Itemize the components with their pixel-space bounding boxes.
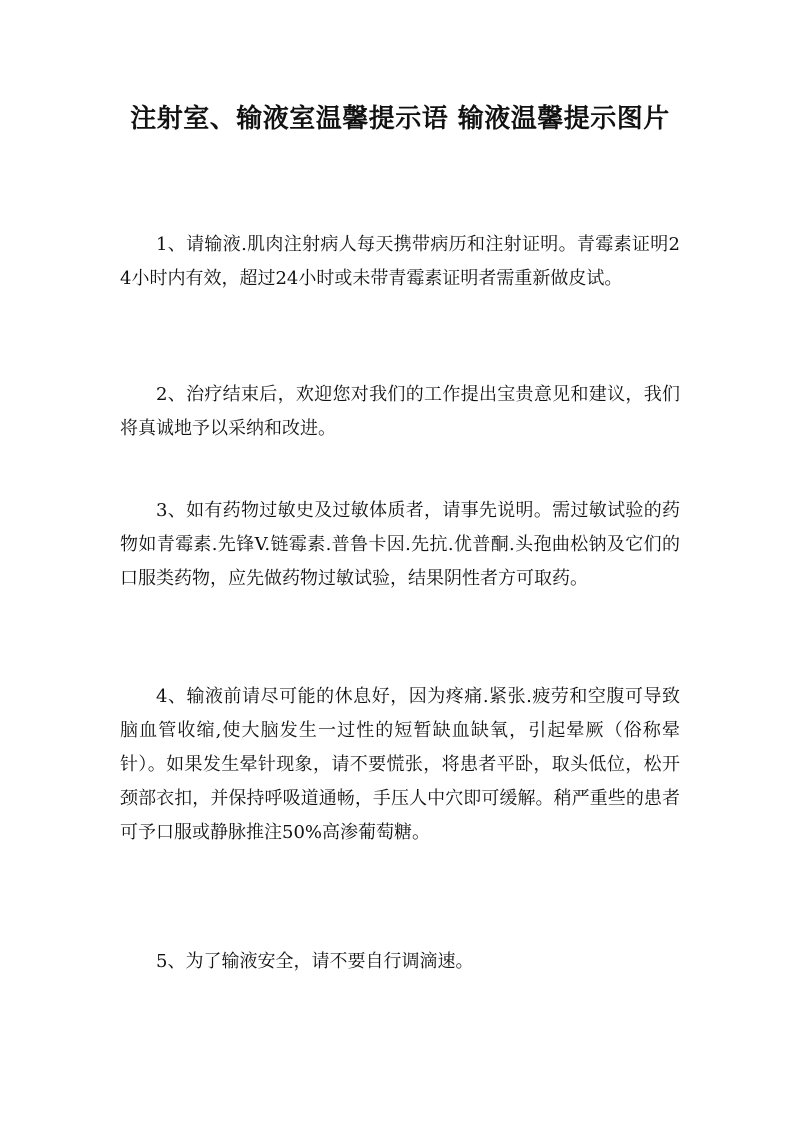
- paragraph-5: 5、为了输液安全，请不要自行调滴速。: [156, 951, 474, 972]
- paragraph-4: 4、输液前请尽可能的休息好，因为疼痛.紧张.疲劳和空腹可导致脑血管收缩,使大脑发生一过性的短暂缺血缺氧，引起晕厥（俗称晕针）。如果发生晕针现象，请不要慌张，将患者平卧，取头低位，松开颈部衣扣，并保持呼吸道通畅，手压人中穴即可缓解。稍严重些的患者可予口服或静脉推注50%高渗葡萄糖。: [120, 686, 680, 843]
- paragraph-2: 2、治疗结束后，欢迎您对我们的工作提出宝贵意见和建议，我们将真诚地予以采纳和改进。: [120, 384, 680, 439]
- paragraph-3: 3、如有药物过敏史及过敏体质者，请事先说明。需过敏试验的药物如青霉素.先锋V.链霉素.普鲁卡因.先抗.优普酮.头孢曲松钠及它们的口服类药物，应先做药物过敏试验，结果阴性者方可取药。: [120, 500, 680, 589]
- paragraph-1: 1、请输液.肌肉注射病人每天携带病历和注射证明。青霉素证明24小时内有效，超过24小时或未带青霉素证明者需重新做皮试。: [120, 234, 680, 289]
- document-title: 注射室、输液室温馨提示语 输液温馨提示图片: [130, 104, 670, 134]
